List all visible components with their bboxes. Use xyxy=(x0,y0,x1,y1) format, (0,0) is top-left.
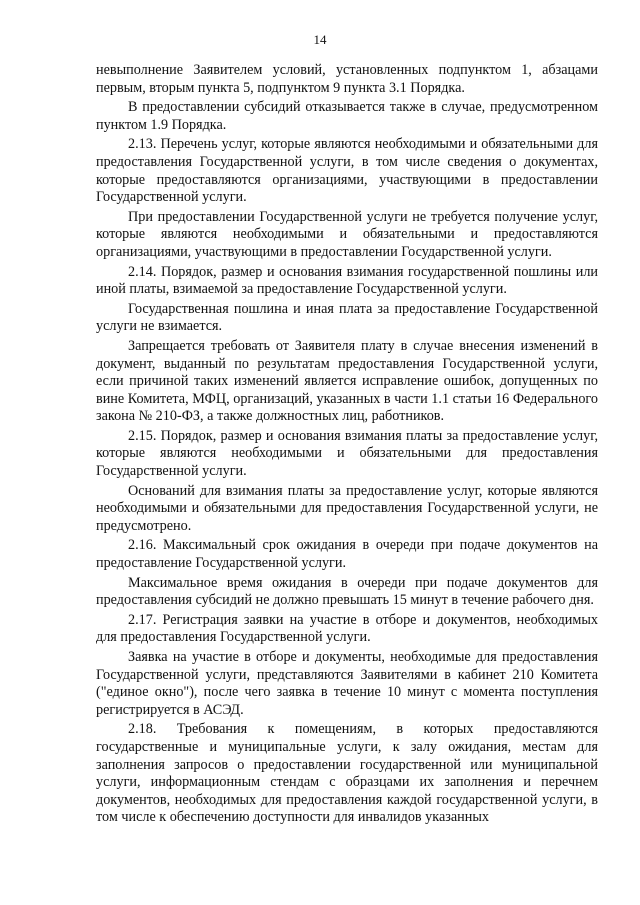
page-number: 14 xyxy=(313,32,327,47)
paragraph: В предоставлении субсидий отказывается также в случае, предусмотренном пунктом 1.9 Порядка. xyxy=(96,99,598,133)
paragraph: При предоставлении Государственной услуги не требуется получение услуг, которые являются необходимыми и обязательными и предоставляются организациями, участвующими в предоставлении Государственной услуги. xyxy=(96,208,598,260)
paragraph: Оснований для взимания платы за предоставление услуг, которые являются необходимыми и обязательными для предоставления Государственной услуги, не предусмотрено. xyxy=(96,482,598,534)
section-2-14-heading: 2.14. Порядок, размер и основания взимания государственной пошлины или иной платы, взимаемой за предоставление Государственной услуги. xyxy=(96,263,598,298)
paragraph: Запрещается требовать от Заявителя плату в случае внесения изменений в документ, выданный по результатам предоставления Государственной услуги, если причиной таких изменений является исправление ошибок, допущенных по вине Комитета, МФЦ, организаций, указанных в части 1.1 статьи 16 Федерального закона № 210-ФЗ, а также должностных лиц, работников. xyxy=(96,337,598,425)
paragraph: Государственная пошлина и иная плата за предоставление Государственной услуги не взимается. xyxy=(96,300,598,335)
document-body xyxy=(96,62,598,829)
section-2-17-heading: 2.17. Регистрация заявки на участие в отборе и документов, необходимых для предоставления Государственной услуги. xyxy=(96,611,598,646)
section-2-16-heading: 2.16. Максимальный срок ожидания в очереди при подаче документов на предоставление Государственной услуги. xyxy=(96,537,598,572)
paragraph: Заявка на участие в отборе и документы, необходимые для предоставления Государственной услуги, представляются Заявителями в кабинет 210 Комитета ("единое окно"), после чего заявка в течение 10 минут с момента поступления регистрируется в АСЭД. xyxy=(96,649,598,718)
section-2-13-heading: 2.13. Перечень услуг, которые являются необходимыми и обязательными для предоставления Государственной услуги, в том числе сведения о документах, которые предоставляются организациями, участвующими в предоставлении Государственной услуги. xyxy=(96,136,598,206)
paragraph: Максимальное время ожидания в очереди при подаче документов для предоставления субсидий не должно превышать 15 минут в течение рабочего дня. xyxy=(96,574,598,609)
section-2-15-heading: 2.15. Порядок, размер и основания взимания платы за предоставление услуг, которые являются необходимыми и обязательными для предоставления Государственной услуги. xyxy=(96,427,598,480)
paragraph-continuation: невыполнение Заявителем условий, установленных подпунктом 1, абзацами первым, вторым пункта 5, подпунктом 9 пункта 3.1 Порядка. xyxy=(96,62,598,96)
section-2-18-heading: 2.18. Требования к помещениям, в которых предоставляются государственные и муниципальные услуги, к залу ожидания, местам для заполнения запросов о предоставлении государственной или муниципальной услуги, информационным стендам с образцами их заполнения и перечнем документов, необходимых для предоставления каждой государственной услуги, в том числе к обеспечению доступности для инвалидов указанных xyxy=(96,721,598,826)
